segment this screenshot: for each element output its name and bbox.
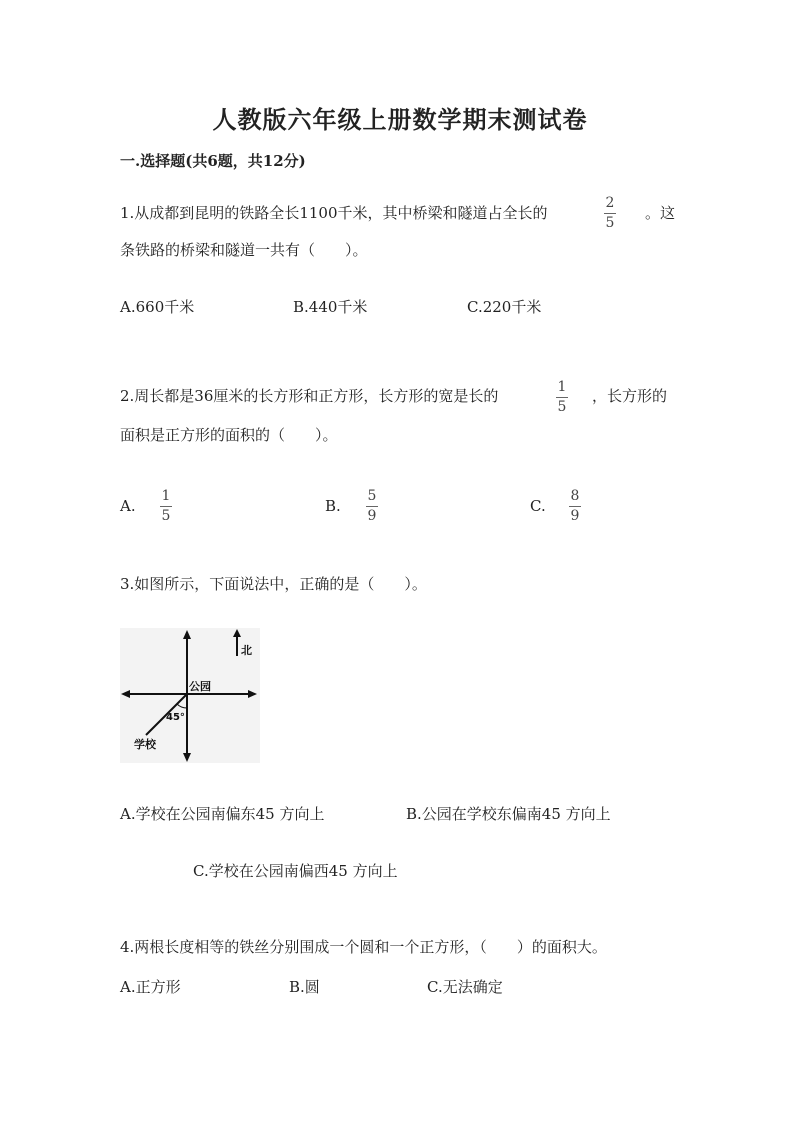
section-heading: 一.选择题(共6题，共12分): [120, 152, 306, 170]
fraction-numerator: 2: [605, 195, 615, 211]
school-label: 学校: [134, 738, 156, 751]
fraction-denominator: 5: [605, 215, 615, 231]
option-c-fraction: [569, 489, 581, 524]
fraction-numerator: 8: [570, 488, 580, 504]
option-a[interactable]: A.正方形: [120, 978, 181, 996]
fraction-denominator: 9: [570, 508, 580, 524]
question-2-line2: 面积是正方形的面积的（ ）。: [120, 426, 338, 444]
fraction-bar: [366, 506, 378, 507]
angle-label: 45°: [166, 712, 185, 723]
option-c[interactable]: C.学校在公园南偏西45 方向上: [193, 862, 398, 880]
question-1-line1: 1.从成都到昆明的铁路全长1100千米，其中桥梁和隧道占全长的: [120, 204, 548, 222]
fraction-bar: [604, 213, 616, 214]
question-3-stem: 3.如图所示，下面说法中，正确的是（ ）。: [120, 575, 427, 593]
option-b[interactable]: B.圆: [289, 978, 320, 996]
option-c[interactable]: C.220千米: [467, 298, 542, 316]
fraction-bar: [160, 506, 172, 507]
north-label: 北: [241, 644, 252, 657]
fraction-numerator: 1: [161, 488, 171, 504]
option-c[interactable]: C.无法确定: [427, 978, 503, 996]
fraction-numerator: 5: [367, 488, 377, 504]
option-b[interactable]: B.: [325, 497, 341, 515]
option-b[interactable]: B.公园在学校东偏南45 方向上: [406, 805, 611, 823]
question-1-fraction: [604, 196, 616, 231]
fraction-bar: [569, 506, 581, 507]
option-b-fraction: [366, 489, 378, 524]
option-a-fraction: [160, 489, 172, 524]
option-a[interactable]: A.: [120, 497, 136, 515]
question-1-line1-end: 。这: [645, 204, 676, 222]
question-2-fraction: [556, 380, 568, 415]
park-label: 公园: [189, 680, 211, 693]
question-2-line1: 2.周长都是36厘米的长方形和正方形，长方形的宽是长的: [120, 387, 499, 405]
option-a[interactable]: A.学校在公园南偏东45 方向上: [120, 805, 325, 823]
fraction-bar: [556, 397, 568, 398]
fraction-denominator: 5: [161, 508, 171, 524]
fraction-numerator: 1: [557, 379, 567, 395]
question-1-line2: 条铁路的桥梁和隧道一共有（ ）。: [120, 241, 368, 259]
question-4-stem: 4.两根长度相等的铁丝分别围成一个圆和一个正方形，（ ）的面积大。: [120, 938, 607, 956]
fraction-denominator: 5: [557, 399, 567, 415]
page-title: 人教版六年级上册数学期末测试卷: [212, 105, 588, 134]
option-a[interactable]: A.660千米: [120, 298, 195, 316]
direction-diagram: [120, 628, 260, 763]
question-2-line1-end: ，长方形的: [592, 387, 668, 405]
fraction-denominator: 9: [367, 508, 377, 524]
option-c[interactable]: C.: [530, 497, 546, 515]
option-b[interactable]: B.440千米: [293, 298, 368, 316]
